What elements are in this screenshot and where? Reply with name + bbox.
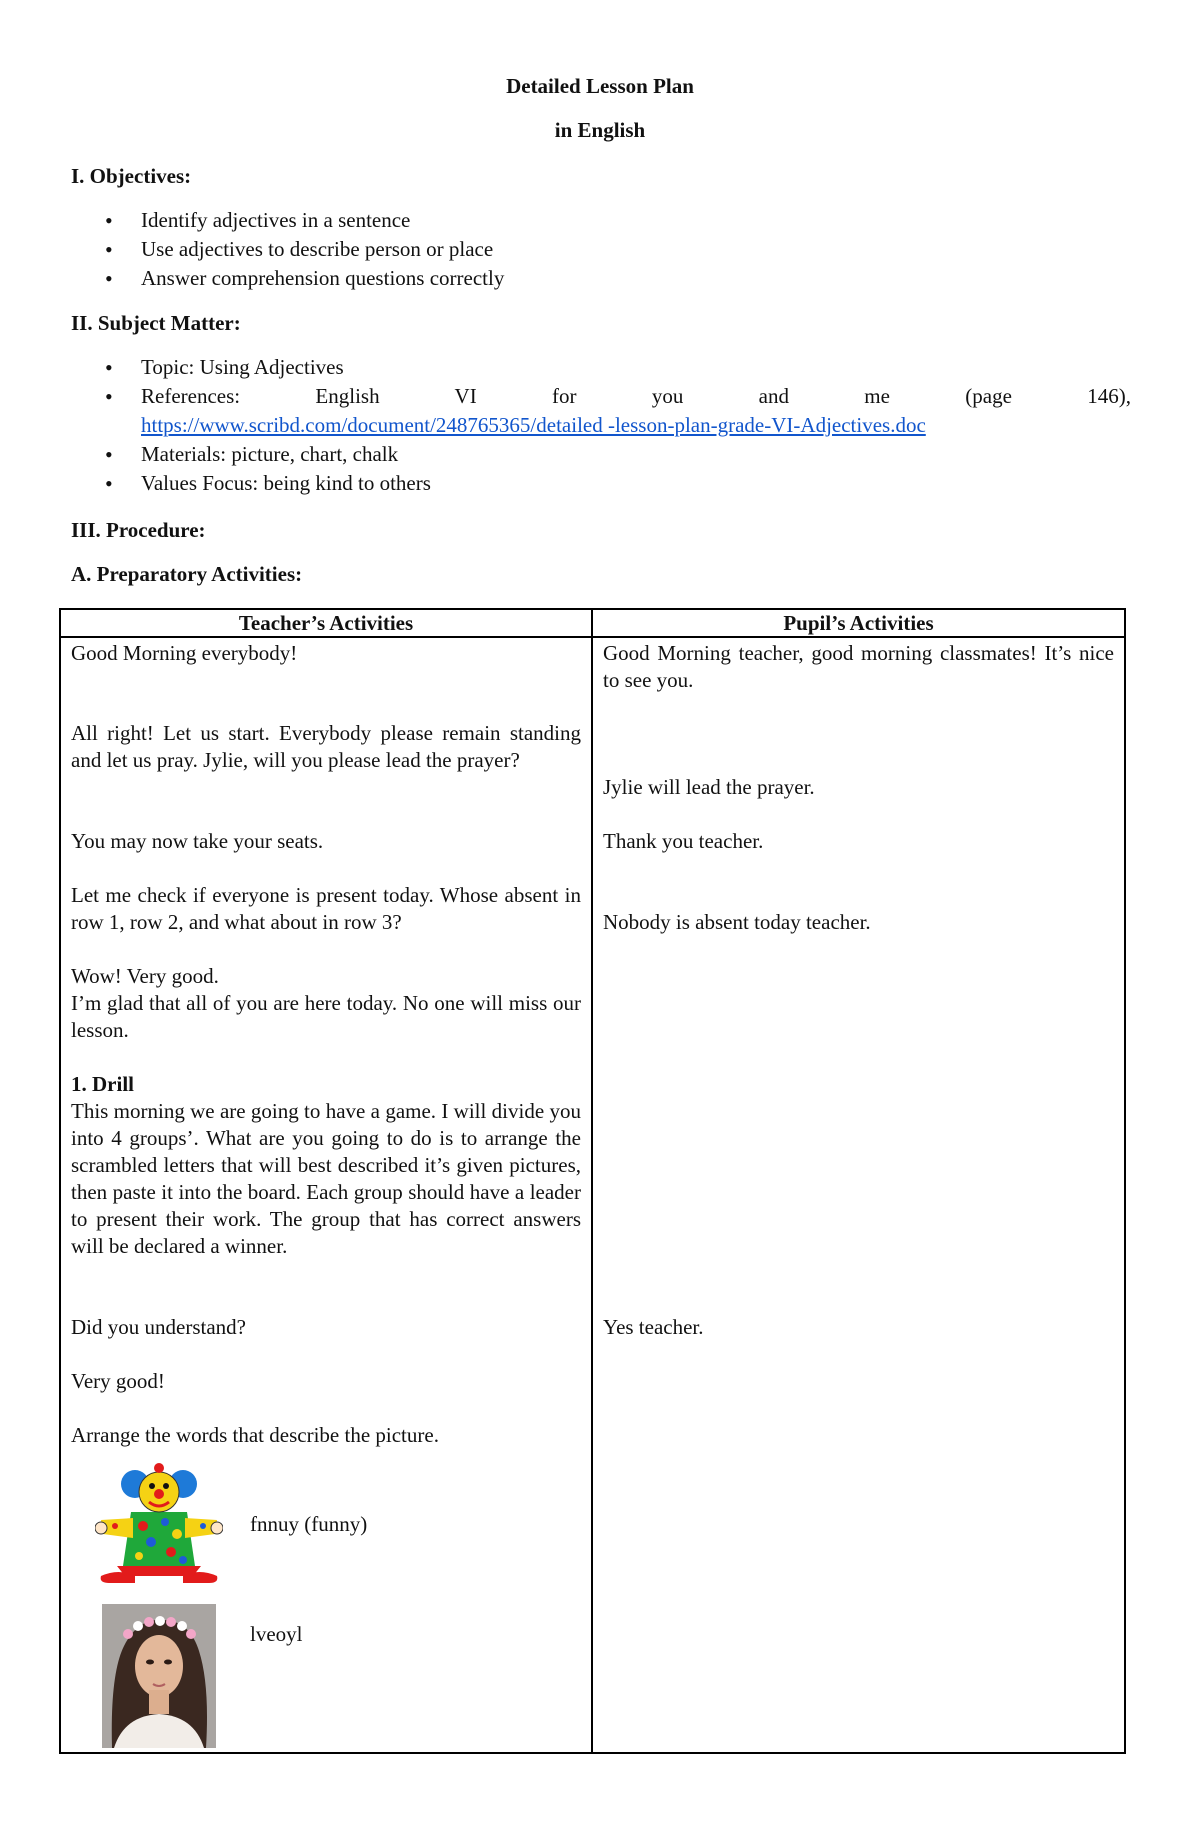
list-item-references (71, 382, 1131, 440)
subject-matter-heading: II. Subject Matter: (71, 311, 241, 335)
list-item: • Identify adjectives in a sentence (71, 206, 1131, 235)
scrambled-word-2: lveoyl (250, 1622, 303, 1646)
clown-picture (95, 1462, 223, 1590)
teacher-attendance: Let me check if everyone is present today. Whose absent in row 1, row 2, and what about in row 3? (71, 883, 581, 934)
preparatory-heading: A. Preparatory Activities: (71, 562, 303, 586)
procedure-heading: III. Procedure: (71, 518, 206, 542)
table-header-row (60, 609, 1125, 637)
pupil-column-header: Pupil’s Activities (592, 609, 1125, 637)
subject-matter-list (71, 353, 1131, 498)
list-item: • Topic: Using Adjectives (71, 353, 1131, 382)
teacher-wow: Wow! Very good. (71, 964, 219, 988)
teacher-prayer: All right! Let us start. Everybody please remain standing and let us pray. Jylie, will you please lead the prayer? (71, 721, 581, 772)
scrambled-word-1: fnnuy (funny) (250, 1512, 368, 1536)
teacher-column-header: Teacher’s Activities (60, 609, 592, 637)
drill-heading: 1. Drill (71, 1072, 134, 1096)
teacher-seats: You may now take your seats. (71, 829, 324, 853)
list-item: • Use adjectives to describe person or place (71, 235, 1131, 264)
pupil-prayer: Jylie will lead the prayer. (603, 775, 815, 799)
drill-instructions: This morning we are going to have a game. I will divide you into 4 groups’. What are you going to do is to arrange the scrambled letters that will best described it’s given pictures, then paste it into the board. Each group should have a leader to present their work. The group that has correct answers will be declared a winner. (71, 1099, 581, 1258)
references-link[interactable]: https://www.scribd.com/document/248765365/detailed -lesson-plan-grade-VI-Adjectives.doc (141, 413, 926, 437)
references-text: • References: English VI for you and me (page 146), (141, 384, 1131, 408)
teacher-arrange: Arrange the words that describe the picture. (71, 1423, 439, 1447)
objectives-heading: I. Objectives: (71, 164, 192, 188)
table-row (60, 637, 1125, 1753)
objectives-list (71, 206, 1131, 293)
activities-table (59, 608, 1126, 1754)
pupil-yes: Yes teacher. (603, 1315, 704, 1339)
document-title: Detailed Lesson Plan (506, 74, 694, 98)
teacher-very-good: Very good! (71, 1369, 165, 1393)
pupil-greeting: Good Morning teacher, good morning classmates! It’s nice to see you. (603, 641, 1114, 692)
list-item: • Materials: picture, chart, chalk (71, 440, 1131, 469)
teacher-glad: I’m glad that all of you are here today. No one will miss our lesson. (71, 991, 581, 1042)
list-item: • Values Focus: being kind to others (71, 469, 1131, 498)
teacher-greeting: Good Morning everybody! (71, 641, 298, 665)
list-item: • Answer comprehension questions correctly (71, 264, 1131, 293)
pupil-cell (592, 637, 1125, 1753)
teacher-understand: Did you understand? (71, 1315, 246, 1339)
teacher-cell (60, 637, 592, 1753)
pupil-thanks: Thank you teacher. (603, 829, 764, 853)
document-subtitle: in English (554, 118, 646, 142)
girl-portrait-picture (102, 1604, 216, 1748)
pupil-absent: Nobody is absent today teacher. (603, 910, 871, 934)
